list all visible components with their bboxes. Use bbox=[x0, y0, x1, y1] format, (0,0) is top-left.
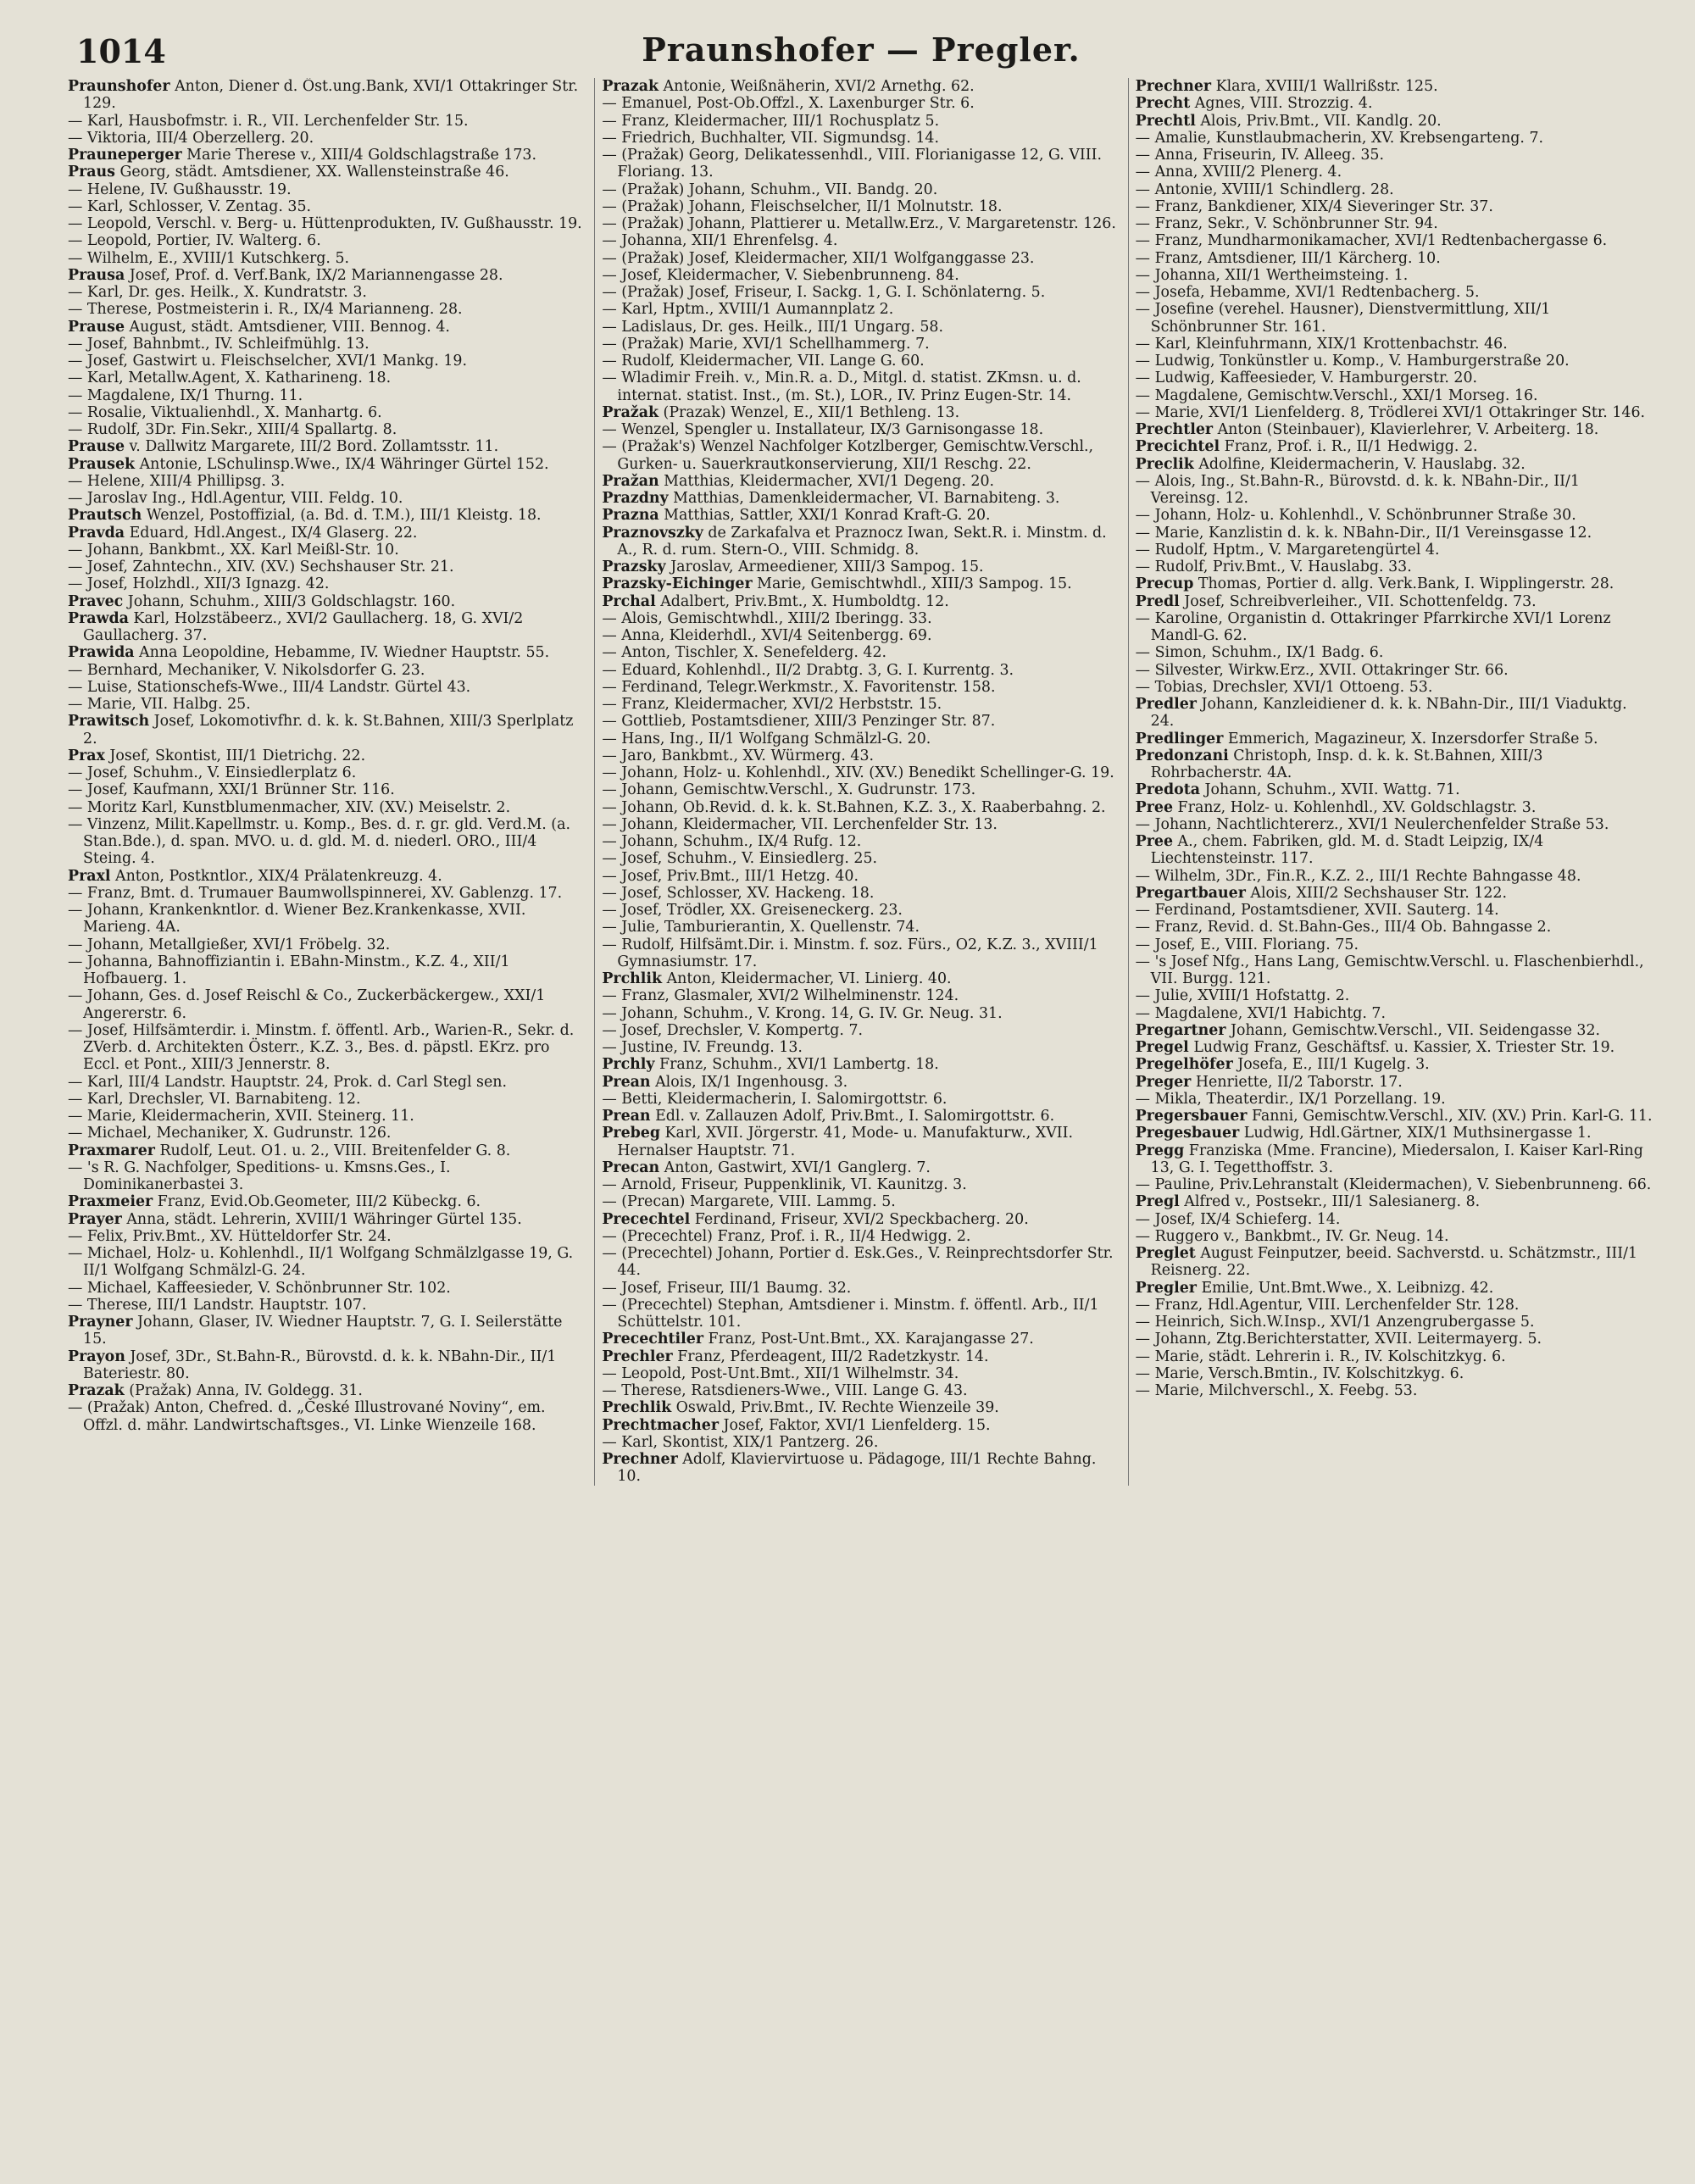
directory-entry: Prean Edl. v. Zallauzen Adolf, Priv.Bmt., I. Salomirgottstr. 6. bbox=[602, 1108, 1055, 1125]
directory-entry: — 's Josef Nfg., Hans Lang, Gemischtw.Verschl. u. Flaschenbierhdl., VII. Burgg. 121. bbox=[1135, 953, 1644, 987]
directory-entry: — Rosalie, Viktualienhdl., X. Manhartg. 6. bbox=[68, 403, 382, 421]
directory-entry: Prayon Josef, 3Dr., St.Bahn-R., Bürovstd. d. k. k. NBahn-Dir., II/1 Bateriestr. 80. bbox=[68, 1348, 557, 1382]
directory-entry: — Karl, Metallw.Agent, X. Katharineng. 18. bbox=[68, 370, 392, 387]
directory-entry: — Rudolf, Priv.Bmt., V. Hauslabg. 33. bbox=[1135, 559, 1412, 575]
directory-entry: — Magdalene, IX/1 Thurng. 11. bbox=[68, 386, 303, 404]
directory-entry: Praxl Anton, Postkntlor., XIX/4 Prälatenkreuzg. 4. bbox=[68, 867, 442, 885]
directory-entry: — Josef, Hilfsämterdir. i. Minstm. f. öffentl. Arb., Warien-R., Sekr. d. ZVerb. d. Architekten Österr., K.Z. 3., Bes. d. päpstl. EKrz. pro Eccl. et Pont., XIII/3 Jennerstr. 8. bbox=[68, 1021, 575, 1074]
entry-surname: Prchal bbox=[602, 592, 656, 610]
directory-entry: Preclik Adolfine, Kleidermacherin, V. Hauslabg. 32. bbox=[1135, 455, 1526, 473]
entry-surname: Prause bbox=[68, 438, 125, 456]
directory-entry: — Franz, Amtsdiener, III/1 Kärcherg. 10. bbox=[1135, 249, 1441, 267]
directory-entry: Prautsch Wenzel, Postoffizial, (a. Bd. d. T.M.), III/1 Kleistg. 18. bbox=[68, 507, 542, 525]
directory-entry: Precechtiler Franz, Post-Unt.Bmt., XX. Karajangasse 27. bbox=[602, 1331, 1034, 1348]
directory-entry: Prazsky-Eichinger Marie, Gemischtwhdl., XIII/3 Sampog. 15. bbox=[602, 575, 1072, 593]
directory-entry: Prechner Klara, XVIII/1 Wallrißstr. 125. bbox=[1135, 78, 1438, 95]
entry-surname: Prean bbox=[602, 1108, 651, 1125]
directory-entry: Pravec Johann, Schuhm., XIII/3 Goldschlagstr. 160. bbox=[68, 592, 456, 610]
directory-entry: Predl Josef, Schreibverleiher., VII. Schottenfeldg. 73. bbox=[1135, 592, 1537, 610]
entry-surname: Prause bbox=[68, 318, 125, 336]
directory-entry: Prax Josef, Skontist, III/1 Dietrichg. 22. bbox=[68, 747, 366, 764]
directory-entry: — (Pražak) Georg, Delikatessenhdl., VIII. Florianigasse 12, G. VIII. Floriang. 13. bbox=[602, 147, 1103, 181]
directory-entry: Prchlik Anton, Kleidermacher, VI. Linierg. 40. bbox=[602, 970, 952, 987]
directory-entry: Prauneperger Marie Therese v., XIII/4 Goldschlagstraße 173. bbox=[68, 147, 536, 164]
directory-entry: — Johann, Ob.Revid. d. k. k. St.Bahnen, K.Z. 3., X. Raaberbahng. 2. bbox=[602, 798, 1106, 816]
directory-entry: — Rudolf, Hilfsämt.Dir. i. Minstm. f. soz. Fürs., O2, K.Z. 3., XVIII/1 Gymnasiumstr. 17. bbox=[602, 936, 1098, 970]
entry-surname: Praxl bbox=[68, 867, 111, 885]
directory-entry: Prazdny Matthias, Damenkleidermacher, VI. Barnabiteng. 3. bbox=[602, 490, 1060, 507]
entry-surname: Praus bbox=[68, 164, 115, 181]
directory-entry: — Anton, Tischler, X. Senefelderg. 42. bbox=[602, 644, 887, 662]
directory-entry: Pregler Emilie, Unt.Bmt.Wwe., X. Leibnizg. 42. bbox=[1135, 1279, 1494, 1297]
directory-entry: — Hans, Ing., II/1 Wolfgang Schmälzl-G. 20. bbox=[602, 730, 931, 747]
directory-entry: — Alois, Gemischtwhdl., XIII/2 Iberingg. 33. bbox=[602, 609, 932, 627]
directory-entry: Prawda Karl, Holzstäbeerz., XVI/2 Gaullacherg. 18, G. XVI/2 Gaullacherg. 37. bbox=[68, 609, 524, 644]
directory-entry: — Justine, IV. Freundg. 13. bbox=[602, 1039, 803, 1056]
directory-entry: — Jaroslav Ing., Hdl.Agentur, VIII. Feldg. 10. bbox=[68, 490, 403, 507]
directory-entry: — Alois, Ing., St.Bahn-R., Bürovstd. d. k. k. NBahn-Dir., II/1 Vereinsg. 12. bbox=[1135, 472, 1580, 507]
directory-entry: — Gottlieb, Postamtsdiener, XIII/3 Penzinger Str. 87. bbox=[602, 713, 996, 731]
directory-entry: — Antonie, XVIII/1 Schindlerg. 28. bbox=[1135, 181, 1394, 198]
directory-entry: — Marie, städt. Lehrerin i. R., IV. Kolschitzkyg. 6. bbox=[1135, 1348, 1506, 1365]
directory-entry: Prause August, städt. Amtsdiener, VIII. Bennog. 4. bbox=[68, 318, 450, 336]
directory-entry: Prean Alois, IX/1 Ingenhousg. 3. bbox=[602, 1073, 848, 1091]
entry-surname: Praunshofer bbox=[68, 78, 170, 95]
directory-entry: Prausa Josef, Prof. d. Verf.Bank, IX/2 Mariannengasse 28. bbox=[68, 266, 503, 284]
directory-entry: Prazak Antonie, Weißnäherin, XVI/2 Arnethg. 62. bbox=[602, 78, 975, 95]
entry-surname: Prax bbox=[68, 747, 105, 764]
directory-entry: — (Pražak) Josef, Friseur, I. Sackg. 1, G. I. Schönlaterng. 5. bbox=[602, 284, 1046, 301]
entry-surname: Pražak bbox=[602, 403, 659, 421]
directory-entry: — Josef, IX/4 Schieferg. 14. bbox=[1135, 1210, 1341, 1228]
directory-entry: Predota Johann, Schuhm., XVII. Wattg. 71. bbox=[1135, 781, 1460, 799]
directory-entry: — Rudolf, Hptm., V. Margaretengürtel 4. bbox=[1135, 541, 1440, 559]
entry-surname: Prchly bbox=[602, 1056, 655, 1074]
entry-surname: Prayon bbox=[68, 1348, 125, 1365]
directory-entry: — Luise, Stationschefs-Wwe., III/4 Landstr. Gürtel 43. bbox=[68, 678, 471, 696]
directory-entry: Precan Anton, Gastwirt, XVI/1 Ganglerg. 7. bbox=[602, 1159, 931, 1176]
directory-entry: — Johann, Schuhm., V. Krong. 14, G. IV. Gr. Neug. 31. bbox=[602, 1004, 1003, 1022]
directory-entry: Prechlik Oswald, Priv.Bmt., IV. Rechte Wienzeile 39. bbox=[602, 1399, 999, 1417]
entry-surname: Prazdny bbox=[602, 490, 669, 507]
directory-entry: — Johann, Gemischtw.Verschl., X. Gudrunstr. 173. bbox=[602, 781, 976, 799]
entry-surname: Prechner bbox=[1135, 78, 1212, 95]
directory-entry: — Josef, Kleidermacher, V. Siebenbrunneng. 84. bbox=[602, 266, 959, 284]
directory-entry: — Franz, Kleidermacher, XVI/2 Herbststr. 15. bbox=[602, 696, 942, 713]
directory-entry: Pregartner Johann, Gemischtw.Verschl., VII. Seidengasse 32. bbox=[1135, 1021, 1601, 1039]
directory-entry: Prayer Anna, städt. Lehrerin, XVIII/1 Währinger Gürtel 135. bbox=[68, 1210, 522, 1228]
directory-entry: Pravda Eduard, Hdl.Angest., IX/4 Glaserg. 22. bbox=[68, 524, 418, 542]
column-3 bbox=[1128, 78, 1661, 1486]
entry-surname: Praxmeier bbox=[68, 1193, 153, 1211]
directory-entry: — (Pražak) Johann, Schuhm., VII. Bandg. 20. bbox=[602, 181, 938, 198]
directory-entry: Pregelhöfer Josefa, E., III/1 Kugelg. 3. bbox=[1135, 1056, 1430, 1074]
directory-entry: Predonzani Christoph, Insp. d. k. k. St.Bahnen, XIII/3 Rohrbacherstr. 4A. bbox=[1135, 747, 1543, 781]
directory-entry: — (Pražak) Johann, Plattierer u. Metallw.Erz., V. Margaretenstr. 126. bbox=[602, 215, 1116, 232]
directory-entry: — Therese, Ratsdieners-Wwe., VIII. Lange G. 43. bbox=[602, 1382, 968, 1399]
directory-entry: Prayner Johann, Glaser, IV. Wiedner Hauptstr. 7, G. I. Seilerstätte 15. bbox=[68, 1314, 563, 1348]
directory-entry: — (Pražak) Anton, Chefred. d. „České Illustrované Noviny“, em. Offzl. d. mähr. Landwirtschaftsges., VI. Linke Wienzeile 168. bbox=[68, 1399, 546, 1434]
entry-surname: Prechner bbox=[602, 1451, 678, 1468]
entry-surname: Prazna bbox=[602, 507, 659, 525]
directory-entry: — Anna, Kleiderhdl., XVI/4 Seitenbergg. 69. bbox=[602, 627, 932, 644]
directory-entry: — Josef, Bahnbmt., IV. Schleifmühlg. 13. bbox=[68, 335, 370, 353]
directory-entry: — Marie, Versch.Bmtin., IV. Kolschitzkyg. 6. bbox=[1135, 1364, 1464, 1382]
directory-entry: Prchly Franz, Schuhm., XVI/1 Lambertg. 18. bbox=[602, 1056, 939, 1074]
entry-surname: Prausa bbox=[68, 266, 125, 284]
entry-surname: Precan bbox=[602, 1159, 660, 1176]
directory-entry: Pree A., chem. Fabriken, gld. M. d. Stadt Leipzig, IX/4 Liechtensteinstr. 117. bbox=[1135, 833, 1544, 868]
entry-surname: Precichtel bbox=[1135, 438, 1220, 456]
directory-entry: — Franz, Revid. d. St.Bahn-Ges., III/4 Ob. Bahngasse 2. bbox=[1135, 919, 1552, 936]
directory-entry: — Ruggero v., Bankbmt., IV. Gr. Neug. 14. bbox=[1135, 1227, 1449, 1245]
directory-entry: Pree Franz, Holz- u. Kohlenhdl., XV. Goldschlagstr. 3. bbox=[1135, 798, 1537, 816]
entry-surname: Predota bbox=[1135, 781, 1201, 799]
entry-surname: Pravec bbox=[68, 592, 124, 610]
entry-surname: Prechlik bbox=[602, 1399, 672, 1417]
directory-entry: — Josef, Trödler, XX. Greiseneckerg. 23. bbox=[602, 902, 903, 919]
directory-entry: — Johanna, Bahnoffiziantin i. EBahn-Minstm., K.Z. 4., XII/1 Hofbauerg. 1. bbox=[68, 953, 510, 987]
directory-entry: — Marie, Kleidermacherin, XVII. Steinerg. 11. bbox=[68, 1108, 414, 1125]
entry-surname: Prazsky-Eichinger bbox=[602, 575, 753, 593]
entry-surname: Precechtiler bbox=[602, 1331, 703, 1348]
directory-entry: — Anna, XVIII/2 Plenerg. 4. bbox=[1135, 164, 1342, 181]
entry-surname: Prayer bbox=[68, 1210, 122, 1228]
directory-entry: — Wladimir Freih. v., Min.R. a. D., Mitgl. d. statist. ZKmsn. u. d. internat. statist. Inst., (m. St.), LOR., IV. Prinz Eugen-Str. 14. bbox=[602, 370, 1081, 404]
entry-surname: Prechtler bbox=[1135, 421, 1214, 438]
directory-entry: — Michael, Kaffeesieder, V. Schönbrunner Str. 102. bbox=[68, 1279, 451, 1297]
directory-entry: Prazsky Jaroslav, Armeediener, XIII/3 Sampog. 15. bbox=[602, 559, 984, 575]
directory-entry: Praznovszky de Zarkafalva et Praznocz Iwan, Sekt.R. i. Minstm. d. A., R. d. rum. Stern-O., VIII. Schmidg. 8. bbox=[602, 524, 1107, 559]
directory-entry: — Johann, Ges. d. Josef Reischl & Co., Zuckerbäckergew., XXI/1 Angererstr. 6. bbox=[68, 987, 546, 1022]
directory-entry: — 's R. G. Nachfolger, Speditions- u. Kmsns.Ges., I. Dominikanerbastei 3. bbox=[68, 1159, 451, 1193]
directory-entry: — Helene, IV. Gußhausstr. 19. bbox=[68, 181, 292, 198]
directory-entry: — (Precechtel) Johann, Portier d. Esk.Ges., V. Reinprechtsdorfer Str. 44. bbox=[602, 1245, 1114, 1280]
directory-entry: — Marie, VII. Halbg. 25. bbox=[68, 696, 251, 713]
entry-surname: Predonzani bbox=[1135, 747, 1229, 764]
directory-entry: — Silvester, Wirkw.Erz., XVII. Ottakringer Str. 66. bbox=[1135, 661, 1509, 679]
entry-surname: Pregersbauer bbox=[1135, 1108, 1248, 1125]
directory-entry: Pregl Alfred v., Postsekr., III/1 Salesianerg. 8. bbox=[1135, 1193, 1481, 1211]
directory-entry: — Magdalene, Gemischtw.Verschl., XXI/1 Morseg. 16. bbox=[1135, 386, 1538, 404]
directory-entry: Precup Thomas, Portier d. allg. Verk.Bank, I. Wipplingerstr. 28. bbox=[1135, 575, 1614, 593]
directory-entry: Praunshofer Anton, Diener d. Öst.ung.Bank, XVI/1 Ottakringer Str. 129. bbox=[68, 78, 579, 113]
directory-entry: — Johann, Metallgießer, XVI/1 Fröbelg. 32. bbox=[68, 936, 391, 953]
directory-entry: — Johann, Bankbmt., XX. Karl Meißl-Str. 10. bbox=[68, 541, 399, 559]
entry-surname: Pree bbox=[1135, 798, 1174, 816]
directory-entry: — Ludwig, Tonkünstler u. Komp., V. Hamburgerstraße 20. bbox=[1135, 353, 1570, 370]
directory-entry: Prechner Adolf, Klaviervirtuose u. Pädagoge, III/1 Rechte Bahng. 10. bbox=[602, 1451, 1097, 1486]
page-number: 1014 bbox=[76, 32, 166, 70]
directory-entry: — Emanuel, Post-Ob.Offzl., X. Laxenburger Str. 6. bbox=[602, 95, 975, 113]
entry-surname: Pregelhöfer bbox=[1135, 1056, 1233, 1074]
directory-entry: — Josef, Schuhm., V. Einsiedlerg. 25. bbox=[602, 850, 878, 868]
directory-entry: — Betti, Kleidermacherin, I. Salomirgottstr. 6. bbox=[602, 1090, 948, 1108]
directory-entry: — Josef, E., VIII. Floriang. 75. bbox=[1135, 936, 1359, 953]
directory-entry: — Arnold, Friseur, Puppenklinik, VI. Kaunitzg. 3. bbox=[602, 1176, 967, 1193]
directory-entry: — Jaro, Bankbmt., XV. Würmerg. 43. bbox=[602, 747, 875, 764]
directory-entry: — (Pražak) Josef, Kleidermacher, XII/1 Wolfganggasse 23. bbox=[602, 249, 1035, 267]
directory-entry: — Karoline, Organistin d. Ottakringer Pfarrkirche XVI/1 Lorenz Mandl-G. 62. bbox=[1135, 609, 1611, 644]
directory-entry: — Julie, Tamburierantin, X. Quellenstr. 74. bbox=[602, 919, 920, 936]
directory-entry: — Viktoria, III/4 Oberzellerg. 20. bbox=[68, 129, 314, 147]
directory-entry: — (Pražak) Johann, Fleischselcher, II/1 Molnutstr. 18. bbox=[602, 197, 1003, 215]
directory-entry: — Heinrich, Sich.W.Insp., XVI/1 Anzengrubergasse 5. bbox=[1135, 1314, 1535, 1331]
directory-entry: Prausek Antonie, LSchulinsp.Wwe., IX/4 Währinger Gürtel 152. bbox=[68, 455, 549, 473]
directory-entry: — Karl, Kleinfuhrmann, XIX/1 Krottenbachstr. 46. bbox=[1135, 335, 1508, 353]
directory-entry: — Franz, Glasmaler, XVI/2 Wilhelminenstr. 124. bbox=[602, 987, 959, 1005]
entry-surname: Preclik bbox=[1135, 455, 1194, 473]
directory-entry: — Tobias, Drechsler, XVI/1 Ottoeng. 53. bbox=[1135, 678, 1433, 696]
entry-surname: Prawida bbox=[68, 644, 135, 662]
entry-surname: Pravda bbox=[68, 524, 125, 542]
directory-entry: — (Pražak's) Wenzel Nachfolger Kotzlberger, Gemischtw.Verschl., Gurken- u. Sauerkrautkonservierung, XII/1 Reschg. 22. bbox=[602, 438, 1094, 473]
directory-entry: Prazna Matthias, Sattler, XXI/1 Konrad Kraft-G. 20. bbox=[602, 507, 991, 525]
entry-surname: Prawda bbox=[68, 609, 129, 627]
directory-entry: — Leopold, Portier, IV. Walterg. 6. bbox=[68, 232, 321, 250]
directory-entry: — Marie, Kanzlistin d. k. k. NBahn-Dir., II/1 Vereinsgasse 12. bbox=[1135, 524, 1592, 542]
entry-surname: Precht bbox=[1135, 95, 1191, 113]
directory-entry: — Magdalene, XVI/1 Habichtg. 7. bbox=[1135, 1004, 1386, 1022]
directory-entry: — (Precechtel) Stephan, Amtsdiener i. Minstm. f. öffentl. Arb., II/1 Schüttelstr. 101. bbox=[602, 1296, 1099, 1331]
directory-entry: — Karl, Hausbofmstr. i. R., VII. Lerchenfelder Str. 15. bbox=[68, 112, 469, 130]
directory-entry: — Marie, XVI/1 Lienfelderg. 8, Trödlerei XVI/1 Ottakringer Str. 146. bbox=[1135, 403, 1646, 421]
directory-entry: Pražak (Prazak) Wenzel, E., XII/1 Bethleng. 13. bbox=[602, 403, 960, 421]
directory-entry: — Karl, Schlosser, V. Zentag. 35. bbox=[68, 197, 312, 215]
directory-entry: — Josef, Schlosser, XV. Hackeng. 18. bbox=[602, 884, 875, 902]
directory-entry: — Josefa, Hebamme, XVI/1 Redtenbacherg. 5. bbox=[1135, 284, 1480, 301]
directory-entry: Pregesbauer Ludwig, Hdl.Gärtner, XIX/1 Muthsinergasse 1. bbox=[1135, 1125, 1592, 1142]
entry-surname: Precechtel bbox=[602, 1210, 691, 1228]
directory-entry: Pražan Matthias, Kleidermacher, XVI/1 Degeng. 20. bbox=[602, 472, 995, 490]
directory-entry: — Franz, Mundharmonikamacher, XVI/1 Redtenbachergasse 6. bbox=[1135, 232, 1608, 250]
entry-surname: Pregartner bbox=[1135, 1021, 1226, 1039]
entry-surname: Pregesbauer bbox=[1135, 1125, 1240, 1142]
directory-entry: — Franz, Kleidermacher, III/1 Rochusplatz 5. bbox=[602, 112, 940, 130]
directory-entry: Prchal Adalbert, Priv.Bmt., X. Humboldtg. 12. bbox=[602, 592, 949, 610]
entry-surname: Preglet bbox=[1135, 1245, 1196, 1262]
directory-entry: — Franz, Bankdiener, XIX/4 Sieveringer Str. 37. bbox=[1135, 197, 1493, 215]
directory-entry: Praxmeier Franz, Evid.Ob.Geometer, III/2 Kübeckg. 6. bbox=[68, 1193, 481, 1211]
directory-entry: — Moritz Karl, Kunstblumenmacher, XIV. (XV.) Meiselstr. 2. bbox=[68, 798, 511, 816]
directory-entry: Prebeg Karl, XVII. Jörgerstr. 41, Mode- u. Manufakturw., XVII. Hernalser Hauptstr. 71. bbox=[602, 1125, 1074, 1159]
directory-entry: — Michael, Holz- u. Kohlenhdl., II/1 Wolfgang Schmälzlgasse 19, G. II/1 Wolfgang Schmälzl-G. 24. bbox=[68, 1245, 574, 1280]
directory-entry: Pregg Franziska (Mme. Francine), Miedersalon, I. Kaiser Karl-Ring 13, G. I. Tegetthoffstr. 3. bbox=[1135, 1142, 1643, 1176]
entry-surname: Prean bbox=[602, 1073, 651, 1091]
entry-surname: Prazak bbox=[602, 78, 659, 95]
directory-entry: — Josef, Priv.Bmt., III/1 Hetzg. 40. bbox=[602, 867, 859, 885]
directory-entry: Prechtler Anton (Steinbauer), Klavierlehrer, V. Arbeiterg. 18. bbox=[1135, 421, 1599, 438]
directory-entry: — Helene, XIII/4 Phillipsg. 3. bbox=[68, 472, 286, 490]
directory-entry: — (Precechtel) Franz, Prof. i. R., II/4 Hedwigg. 2. bbox=[602, 1227, 971, 1245]
entry-surname: Prazsky bbox=[602, 559, 666, 575]
directory-entry: — Julie, XVIII/1 Hofstattg. 2. bbox=[1135, 987, 1350, 1005]
directory-entry: Precechtel Ferdinand, Friseur, XVI/2 Speckbacherg. 20. bbox=[602, 1210, 1029, 1228]
directory-entry: — Rudolf, Kleidermacher, VII. Lange G. 60. bbox=[602, 353, 925, 370]
directory-entry: — Leopold, Verschl. v. Berg- u. Hüttenprodukten, IV. Gußhausstr. 19. bbox=[68, 215, 582, 232]
directory-entry: — (Pražak) Marie, XVI/1 Schellhammerg. 7. bbox=[602, 335, 930, 353]
directory-entry: — Rudolf, 3Dr. Fin.Sekr., XIII/4 Spallartg. 8. bbox=[68, 421, 397, 438]
entry-surname: Prawitsch bbox=[68, 713, 150, 731]
directory-entry: — Ferdinand, Telegr.Werkmstr., X. Favoritenstr. 158. bbox=[602, 678, 996, 696]
directory-entry: — Johanna, XII/1 Ehrenfelsg. 4. bbox=[602, 232, 838, 250]
entry-columns bbox=[61, 78, 1661, 1486]
directory-entry: — Johann, Schuhm., IX/4 Rufg. 12. bbox=[602, 833, 862, 850]
directory-entry: — Amalie, Kunstlaubmacherin, XV. Krebsengarteng. 7. bbox=[1135, 129, 1544, 147]
directory-entry: Precichtel Franz, Prof. i. R., II/1 Hedwigg. 2. bbox=[1135, 438, 1478, 456]
entry-surname: Prechtl bbox=[1135, 112, 1196, 130]
directory-entry: Prechtmacher Josef, Faktor, XVI/1 Lienfelderg. 15. bbox=[602, 1416, 991, 1434]
entry-surname: Prausek bbox=[68, 455, 136, 473]
directory-entry: — Mikla, Theaterdir., IX/1 Porzellang. 19. bbox=[1135, 1090, 1446, 1108]
entry-surname: Pregler bbox=[1135, 1279, 1197, 1297]
directory-entry: — Karl, Drechsler, VI. Barnabiteng. 12. bbox=[68, 1090, 361, 1108]
directory-entry: Praxmarer Rudolf, Leut. O1. u. 2., VIII. Breitenfelder G. 8. bbox=[68, 1142, 511, 1159]
entry-surname: Pregel bbox=[1135, 1039, 1189, 1056]
entry-surname: Pregg bbox=[1135, 1142, 1185, 1159]
entry-surname: Preger bbox=[1135, 1073, 1192, 1091]
directory-entry: Preger Henriette, II/2 Taborstr. 17. bbox=[1135, 1073, 1403, 1091]
directory-entry: — Josef, Friseur, III/1 Baumg. 32. bbox=[602, 1279, 852, 1297]
directory-entry: — Johann, Nachtlichtererz., XVI/1 Neulerchenfelder Straße 53. bbox=[1135, 815, 1609, 833]
directory-entry: Pregersbauer Fanni, Gemischtw.Verschl., XIV. (XV.) Prin. Karl-G. 11. bbox=[1135, 1108, 1653, 1125]
directory-entry: — Josef, Drechsler, V. Kompertg. 7. bbox=[602, 1021, 864, 1039]
entry-surname: Praxmarer bbox=[68, 1142, 155, 1159]
directory-entry: Prawida Anna Leopoldine, Hebamme, IV. Wiedner Hauptstr. 55. bbox=[68, 644, 550, 662]
directory-entry: Prazak (Pražak) Anna, IV. Goldegg. 31. bbox=[68, 1382, 363, 1399]
directory-entry: — Wenzel, Spengler u. Installateur, IX/3 Garnisongasse 18. bbox=[602, 421, 1044, 438]
directory-entry: — Michael, Mechaniker, X. Gudrunstr. 126. bbox=[68, 1125, 392, 1142]
directory-entry: — Franz, Sekr., V. Schönbrunner Str. 94. bbox=[1135, 215, 1438, 232]
directory-entry: — Simon, Schuhm., IX/1 Badg. 6. bbox=[1135, 644, 1384, 662]
directory-entry: Prechler Franz, Pferdeagent, III/2 Radetzkystr. 14. bbox=[602, 1348, 989, 1365]
directory-entry: — Friedrich, Buchhalter, VII. Sigmundsg. 14. bbox=[602, 129, 940, 147]
directory-entry: — Ladislaus, Dr. ges. Heilk., III/1 Ungarg. 58. bbox=[602, 318, 943, 336]
entry-surname: Prazak bbox=[68, 1382, 125, 1399]
entry-surname: Precup bbox=[1135, 575, 1194, 593]
directory-entry: — Johanna, XII/1 Wertheimsteing. 1. bbox=[1135, 266, 1409, 284]
directory-entry: — Eduard, Kohlenhdl., II/2 Drabtg. 3, G. I. Kurrentg. 3. bbox=[602, 661, 1014, 679]
directory-entry: — Karl, III/4 Landstr. Hauptstr. 24, Prok. d. Carl Stegl sen. bbox=[68, 1073, 508, 1091]
directory-entry: Precht Agnes, VIII. Strozzig. 4. bbox=[1135, 95, 1373, 113]
entry-surname: Prauneperger bbox=[68, 147, 182, 164]
column-2 bbox=[594, 78, 1127, 1486]
directory-entry: — (Precan) Margarete, VIII. Lammg. 5. bbox=[602, 1193, 896, 1211]
directory-entry: — Vinzenz, Milit.Kapellmstr. u. Komp., Bes. d. r. gr. gld. Verd.M. (a. Stan.Bde.), d. span. MVO. u. d. gld. M. d. niederl. ORO., III/4 Steing. 4. bbox=[68, 815, 570, 868]
entry-surname: Predlinger bbox=[1135, 730, 1224, 747]
directory-entry: — Therese, Postmeisterin i. R., IX/4 Marianneng. 28. bbox=[68, 301, 463, 319]
directory-entry: — Josef, Gastwirt u. Fleischselcher, XVI/1 Mankg. 19. bbox=[68, 353, 467, 370]
directory-entry: — Karl, Dr. ges. Heilk., X. Kundratstr. 3. bbox=[68, 284, 367, 301]
directory-entry: — Johann, Ztg.Berichterstatter, XVII. Leitermayerg. 5. bbox=[1135, 1331, 1542, 1348]
directory-entry: — Josefine (verehel. Hausner), Dienstvermittlung, XII/1 Schönbrunner Str. 161. bbox=[1135, 301, 1551, 336]
directory-entry: — Josef, Holzhdl., XII/3 Ignazg. 42. bbox=[68, 575, 330, 593]
directory-entry: — Johann, Holz- u. Kohlenhdl., V. Schönbrunner Straße 30. bbox=[1135, 507, 1576, 525]
directory-entry: — Johann, Kleidermacher, VII. Lerchenfelder Str. 13. bbox=[602, 815, 998, 833]
entry-surname: Pražan bbox=[602, 472, 659, 490]
entry-surname: Prayner bbox=[68, 1314, 133, 1331]
directory-entry: — Bernhard, Mechaniker, V. Nikolsdorfer G. 23. bbox=[68, 661, 425, 679]
directory-entry: Predler Johann, Kanzleidiener d. k. k. NBahn-Dir., III/1 Viaduktg. 24. bbox=[1135, 696, 1627, 731]
directory-entry: Prause v. Dallwitz Margarete, III/2 Bord. Zollamtsstr. 11. bbox=[68, 438, 499, 456]
directory-entry: — Franz, Bmt. d. Trumauer Baumwollspinnerei, XV. Gablenzg. 17. bbox=[68, 884, 563, 902]
page-header bbox=[61, 31, 1661, 78]
entry-surname: Prechler bbox=[602, 1348, 673, 1365]
directory-entry: — Karl, Skontist, XIX/1 Pantzerg. 26. bbox=[602, 1433, 879, 1451]
directory-entry: — Josef, Schuhm., V. Einsiedlerplatz 6. bbox=[68, 764, 357, 781]
directory-entry: — Pauline, Priv.Lehranstalt (Kleidermachen), V. Siebenbrunneng. 66. bbox=[1135, 1176, 1652, 1193]
directory-entry: — Leopold, Post-Unt.Bmt., XII/1 Wilhelmstr. 34. bbox=[602, 1364, 959, 1382]
directory-entry: — Ferdinand, Postamtsdiener, XVII. Sauterg. 14. bbox=[1135, 902, 1499, 919]
directory-entry: — Wilhelm, E., XVIII/1 Kutschkerg. 5. bbox=[68, 249, 350, 267]
directory-entry: Predlinger Emmerich, Magazineur, X. Inzersdorfer Straße 5. bbox=[1135, 730, 1598, 747]
directory-entry: Pregartbauer Alois, XIII/2 Sechshauser Str. 122. bbox=[1135, 884, 1507, 902]
column-1 bbox=[61, 78, 594, 1486]
directory-entry: — Karl, Hptm., XVIII/1 Aumannplatz 2. bbox=[602, 301, 894, 319]
entry-surname: Prechtmacher bbox=[602, 1416, 720, 1434]
directory-entry: — Johann, Holz- u. Kohlenhdl., XIV. (XV.) Benedikt Schellinger-G. 19. bbox=[602, 764, 1114, 781]
entry-surname: Praznovszky bbox=[602, 524, 703, 542]
directory-entry: Prechtl Alois, Priv.Bmt., VII. Kandlg. 20. bbox=[1135, 112, 1442, 130]
directory-entry: — Ludwig, Kaffeesieder, V. Hamburgerstr. 20. bbox=[1135, 370, 1478, 387]
entry-surname: Predler bbox=[1135, 696, 1197, 713]
directory-entry: Prawitsch Josef, Lokomotivfhr. d. k. k. St.Bahnen, XIII/3 Sperlplatz 2. bbox=[68, 713, 574, 747]
directory-entry: — Josef, Zahntechn., XIV. (XV.) Sechshauser Str. 21. bbox=[68, 559, 454, 575]
directory-entry: — Felix, Priv.Bmt., XV. Hütteldorfer Str. 24. bbox=[68, 1227, 392, 1245]
directory-entry: — Johann, Krankenkntlor. d. Wiener Bez.Krankenkasse, XVII. Marieng. 4A. bbox=[68, 902, 526, 936]
directory-entry: — Josef, Kaufmann, XXI/1 Brünner Str. 116. bbox=[68, 781, 395, 799]
directory-entry: — Marie, Milchverschl., X. Feebg. 53. bbox=[1135, 1382, 1418, 1399]
directory-entry: — Anna, Friseurin, IV. Alleeg. 35. bbox=[1135, 147, 1385, 164]
running-title: Praunshofer — Pregler. bbox=[642, 31, 1081, 69]
directory-entry: Preglet August Feinputzer, beeid. Sachverstd. u. Schätzmstr., III/1 Reisnerg. 22. bbox=[1135, 1245, 1638, 1280]
entry-surname: Pregartbauer bbox=[1135, 884, 1246, 902]
directory-entry: — Franz, Hdl.Agentur, VIII. Lerchenfelder Str. 128. bbox=[1135, 1296, 1520, 1314]
entry-surname: Predl bbox=[1135, 592, 1180, 610]
entry-surname: Pree bbox=[1135, 833, 1174, 850]
entry-surname: Prautsch bbox=[68, 507, 142, 525]
directory-entry: — Wilhelm, 3Dr., Fin.R., K.Z. 2., III/1 Rechte Bahngasse 48. bbox=[1135, 867, 1581, 885]
directory-entry: Praus Georg, städt. Amtsdiener, XX. Wallensteinstraße 46. bbox=[68, 164, 509, 181]
directory-entry: — Therese, III/1 Landstr. Hauptstr. 107. bbox=[68, 1296, 367, 1314]
entry-surname: Prchlik bbox=[602, 970, 663, 987]
entry-surname: Pregl bbox=[1135, 1193, 1180, 1211]
directory-entry: Pregel Ludwig Franz, Geschäftsf. u. Kassier, X. Triester Str. 19. bbox=[1135, 1039, 1615, 1056]
entry-surname: Prebeg bbox=[602, 1125, 661, 1142]
